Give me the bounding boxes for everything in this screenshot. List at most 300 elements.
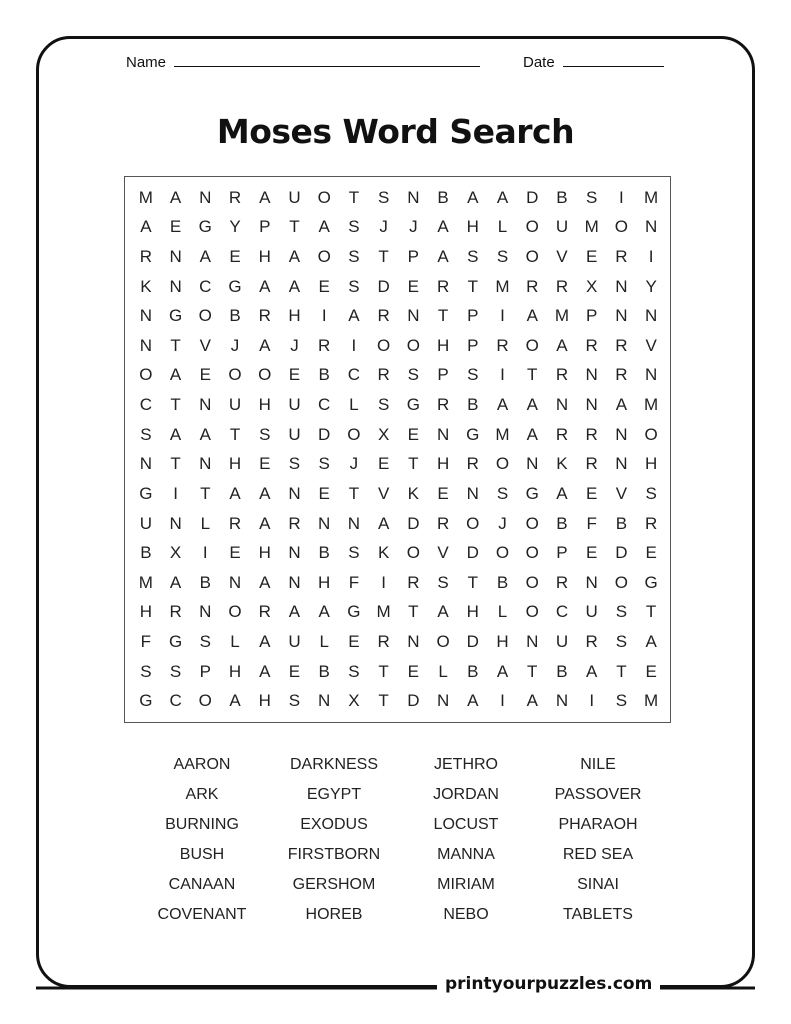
grid-letter[interactable]: B (467, 395, 479, 415)
grid-letter[interactable]: N (288, 483, 301, 503)
grid-letter[interactable]: A (348, 306, 360, 326)
grid-letter[interactable]: O (614, 217, 629, 237)
grid-letter[interactable]: N (139, 335, 152, 355)
grid-letter[interactable]: T (289, 217, 300, 237)
date-line[interactable] (563, 52, 664, 67)
grid-letter[interactable]: P (199, 661, 211, 681)
grid-letter[interactable]: R (377, 365, 390, 385)
grid-letter[interactable]: M (138, 187, 153, 207)
grid-letter[interactable]: N (169, 513, 182, 533)
grid-letter[interactable]: R (377, 306, 390, 326)
grid-letter[interactable]: N (407, 187, 420, 207)
grid-letter[interactable]: B (229, 306, 241, 326)
grid-letter[interactable]: B (556, 513, 568, 533)
grid-letter[interactable]: F (586, 513, 597, 533)
grid-letter[interactable]: H (139, 602, 152, 622)
grid-letter[interactable]: T (527, 365, 538, 385)
grid-letter[interactable]: R (318, 335, 331, 355)
grid-letter[interactable]: S (645, 483, 657, 503)
grid-letter[interactable]: X (377, 424, 390, 444)
grid-letter[interactable]: A (318, 602, 330, 622)
grid-letter[interactable]: S (348, 247, 360, 267)
grid-letter[interactable]: U (288, 424, 301, 444)
grid-letter[interactable]: S (348, 276, 360, 296)
grid-letter[interactable]: T (229, 424, 241, 444)
grid-letter[interactable]: R (585, 631, 598, 651)
grid-letter[interactable]: A (229, 691, 241, 711)
grid-letter[interactable]: Y (229, 217, 241, 237)
grid-letter[interactable]: S (586, 187, 598, 207)
grid-letter[interactable]: A (467, 187, 479, 207)
grid-letter[interactable]: A (259, 187, 271, 207)
grid-letter[interactable]: F (140, 631, 152, 651)
grid-letter[interactable]: M (584, 217, 599, 237)
grid-letter[interactable]: N (526, 454, 539, 474)
grid-letter[interactable]: N (407, 306, 420, 326)
grid-letter[interactable]: B (199, 572, 211, 592)
grid-letter[interactable]: S (467, 247, 479, 267)
grid-letter[interactable]: M (138, 572, 153, 592)
grid-letter[interactable]: J (290, 335, 299, 355)
grid-letter[interactable]: N (585, 365, 598, 385)
grid-letter[interactable]: B (615, 513, 628, 533)
grid-letter[interactable]: D (407, 513, 420, 533)
grid-letter[interactable]: V (615, 483, 628, 503)
grid-letter[interactable]: P (437, 365, 449, 385)
grid-letter[interactable]: I (500, 306, 505, 326)
grid-letter[interactable]: A (169, 424, 182, 444)
grid-letter[interactable]: T (378, 691, 389, 711)
grid-letter[interactable]: A (496, 661, 509, 681)
grid-letter[interactable]: J (498, 513, 507, 533)
grid-letter[interactable]: N (139, 454, 152, 474)
grid-letter[interactable]: O (525, 335, 539, 355)
grid-letter[interactable]: T (527, 661, 538, 681)
grid-letter[interactable]: A (377, 513, 390, 533)
grid-letter[interactable]: P (586, 306, 598, 326)
grid-letter[interactable]: E (288, 365, 301, 385)
grid-letter[interactable]: E (586, 543, 598, 563)
grid-letter[interactable]: A (259, 513, 271, 533)
grid-letter[interactable]: N (644, 306, 658, 326)
grid-letter[interactable]: O (406, 543, 420, 563)
grid-letter[interactable]: N (199, 454, 212, 474)
grid-letter[interactable]: E (377, 454, 390, 474)
grid-letter[interactable]: A (526, 424, 538, 444)
grid-letter[interactable]: S (348, 543, 360, 563)
grid-letter[interactable]: E (229, 543, 241, 563)
grid-letter[interactable]: M (554, 306, 570, 326)
grid-letter[interactable]: O (525, 513, 539, 533)
grid-letter[interactable]: S (496, 247, 509, 267)
grid-letter[interactable]: L (200, 513, 211, 533)
grid-letter[interactable]: R (436, 395, 450, 415)
grid-letter[interactable]: R (377, 631, 390, 651)
grid-letter[interactable]: H (288, 306, 301, 326)
grid-letter[interactable]: T (170, 454, 181, 474)
grid-letter[interactable]: N (644, 217, 658, 237)
grid-letter[interactable]: E (199, 365, 211, 385)
grid-letter[interactable]: P (467, 306, 479, 326)
grid-letter[interactable]: N (199, 602, 212, 622)
grid-letter[interactable]: K (140, 276, 152, 296)
grid-letter[interactable]: D (615, 543, 628, 563)
grid-letter[interactable]: N (526, 631, 539, 651)
grid-letter[interactable]: T (170, 395, 181, 415)
grid-letter[interactable]: U (585, 602, 598, 622)
grid-letter[interactable]: T (408, 602, 419, 622)
grid-letter[interactable]: D (466, 631, 479, 651)
grid-letter[interactable]: H (258, 247, 271, 267)
grid-letter[interactable]: R (585, 454, 598, 474)
grid-letter[interactable]: N (169, 247, 182, 267)
grid-letter[interactable]: G (168, 631, 183, 651)
grid-letter[interactable]: J (230, 335, 240, 355)
grid-letter[interactable]: T (348, 483, 360, 503)
grid-letter[interactable]: H (466, 217, 479, 237)
grid-letter[interactable]: O (466, 513, 480, 533)
grid-letter[interactable]: K (556, 454, 568, 474)
grid-letter[interactable]: E (407, 276, 420, 296)
grid-letter[interactable]: N (228, 572, 242, 592)
grid-letter[interactable]: A (615, 395, 628, 415)
grid-letter[interactable]: D (377, 276, 390, 296)
grid-letter[interactable]: N (407, 631, 420, 651)
grid-letter[interactable]: N (615, 306, 628, 326)
grid-letter[interactable]: S (377, 187, 390, 207)
grid-letter[interactable]: D (466, 543, 479, 563)
name-line[interactable] (174, 52, 480, 67)
grid-letter[interactable]: A (526, 306, 538, 326)
grid-letter[interactable]: H (436, 454, 450, 474)
grid-letter[interactable]: A (169, 187, 182, 207)
grid-letter[interactable]: S (348, 661, 360, 681)
grid-letter[interactable]: E (645, 661, 657, 681)
grid-letter[interactable]: I (173, 483, 178, 503)
grid-letter[interactable]: U (555, 217, 569, 237)
grid-letter[interactable]: B (318, 365, 330, 385)
grid-letter[interactable]: A (645, 631, 657, 651)
grid-letter[interactable]: O (644, 424, 658, 444)
grid-letter[interactable]: C (555, 602, 569, 622)
grid-letter[interactable]: G (644, 572, 658, 592)
grid-letter[interactable]: S (140, 661, 152, 681)
grid-letter[interactable]: E (318, 276, 330, 296)
grid-letter[interactable]: H (258, 395, 271, 415)
grid-letter[interactable]: O (406, 335, 420, 355)
grid-letter[interactable]: T (437, 306, 449, 326)
grid-letter[interactable]: E (645, 543, 657, 563)
grid-letter[interactable]: A (437, 247, 449, 267)
grid-letter[interactable]: A (556, 483, 568, 503)
grid-letter[interactable]: V (377, 483, 390, 503)
grid-letter[interactable]: R (288, 513, 301, 533)
grid-letter[interactable]: L (230, 631, 240, 651)
grid-letter[interactable]: C (139, 395, 152, 415)
grid-letter[interactable]: O (198, 691, 212, 711)
grid-letter[interactable]: R (555, 572, 569, 592)
grid-letter[interactable]: U (288, 631, 301, 651)
grid-letter[interactable]: P (407, 247, 420, 267)
grid-letter[interactable]: N (318, 691, 331, 711)
grid-letter[interactable]: C (347, 365, 361, 385)
grid-letter[interactable]: A (556, 335, 568, 355)
grid-letter[interactable]: U (139, 513, 152, 533)
grid-letter[interactable]: L (497, 217, 508, 237)
grid-letter[interactable]: R (407, 572, 420, 592)
grid-letter[interactable]: R (585, 424, 598, 444)
grid-letter[interactable]: S (318, 454, 330, 474)
grid-letter[interactable]: B (318, 543, 330, 563)
grid-letter[interactable]: R (139, 247, 152, 267)
grid-letter[interactable]: A (586, 661, 598, 681)
grid-letter[interactable]: R (436, 276, 450, 296)
grid-letter[interactable]: V (645, 335, 657, 355)
grid-letter[interactable]: B (556, 661, 568, 681)
grid-letter[interactable]: T (616, 661, 627, 681)
grid-letter[interactable]: N (555, 691, 569, 711)
grid-letter[interactable]: O (317, 187, 331, 207)
grid-letter[interactable]: A (288, 247, 301, 267)
grid-letter[interactable]: S (259, 424, 271, 444)
grid-letter[interactable]: X (586, 276, 598, 296)
grid-letter[interactable]: I (500, 691, 505, 711)
grid-letter[interactable]: E (288, 661, 301, 681)
grid-letter[interactable]: N (288, 543, 301, 563)
grid-letter[interactable]: P (259, 217, 271, 237)
grid-letter[interactable]: O (525, 602, 539, 622)
grid-letter[interactable]: I (648, 247, 654, 267)
grid-letter[interactable]: H (258, 543, 271, 563)
grid-letter[interactable]: A (140, 217, 152, 237)
grid-letter[interactable]: S (615, 602, 628, 622)
grid-letter[interactable]: T (348, 187, 360, 207)
grid-letter[interactable]: N (199, 187, 212, 207)
grid-letter[interactable]: B (318, 661, 330, 681)
grid-letter[interactable]: O (525, 247, 539, 267)
grid-letter[interactable]: T (378, 247, 389, 267)
grid-letter[interactable]: N (436, 424, 450, 444)
grid-letter[interactable]: S (377, 395, 390, 415)
grid-letter[interactable]: A (259, 661, 271, 681)
grid-letter[interactable]: M (495, 424, 510, 444)
grid-letter[interactable]: A (259, 276, 271, 296)
grid-letter[interactable]: N (585, 395, 598, 415)
grid-letter[interactable]: U (555, 631, 569, 651)
grid-letter[interactable]: A (437, 602, 449, 622)
grid-letter[interactable]: O (228, 365, 242, 385)
grid-letter[interactable]: I (381, 572, 386, 592)
grid-letter[interactable]: R (258, 306, 271, 326)
grid-letter[interactable]: T (378, 661, 389, 681)
grid-letter[interactable]: N (288, 572, 301, 592)
grid-letter[interactable]: D (318, 424, 331, 444)
grid-letter[interactable]: S (467, 365, 479, 385)
grid-letter[interactable]: I (321, 306, 327, 326)
grid-letter[interactable]: T (467, 572, 478, 592)
grid-letter[interactable]: R (258, 602, 271, 622)
grid-letter[interactable]: E (407, 661, 420, 681)
grid-letter[interactable]: R (496, 335, 509, 355)
grid-letter[interactable]: G (406, 395, 420, 415)
grid-letter[interactable]: R (615, 247, 628, 267)
grid-letter[interactable]: E (318, 483, 330, 503)
grid-letter[interactable]: U (288, 395, 301, 415)
grid-letter[interactable]: A (467, 691, 479, 711)
grid-letter[interactable]: H (466, 602, 479, 622)
footer-site-link[interactable]: printyourpuzzles.com (437, 974, 660, 994)
grid-letter[interactable]: N (139, 306, 152, 326)
grid-letter[interactable]: R (228, 187, 242, 207)
grid-letter[interactable]: N (199, 395, 212, 415)
grid-letter[interactable]: T (645, 602, 657, 622)
grid-letter[interactable]: I (500, 365, 505, 385)
grid-letter[interactable]: R (615, 365, 628, 385)
grid-letter[interactable]: O (495, 454, 510, 474)
grid-letter[interactable]: R (466, 454, 479, 474)
grid-letter[interactable]: M (644, 187, 659, 207)
grid-letter[interactable]: H (258, 691, 271, 711)
grid-letter[interactable]: O (525, 217, 539, 237)
grid-letter[interactable]: A (496, 187, 509, 207)
grid-letter[interactable]: S (407, 365, 420, 385)
grid-letter[interactable]: O (436, 631, 450, 651)
grid-letter[interactable]: N (615, 454, 628, 474)
grid-letter[interactable]: A (437, 217, 449, 237)
grid-letter[interactable]: O (495, 543, 510, 563)
grid-letter[interactable]: S (615, 691, 628, 711)
grid-letter[interactable]: R (615, 335, 628, 355)
grid-letter[interactable]: R (585, 335, 598, 355)
grid-letter[interactable]: G (139, 483, 153, 503)
grid-letter[interactable]: U (288, 187, 301, 207)
grid-letter[interactable]: A (318, 217, 330, 237)
grid-letter[interactable]: A (259, 483, 271, 503)
grid-letter[interactable]: V (199, 335, 211, 355)
grid-letter[interactable]: N (466, 483, 479, 503)
grid-letter[interactable]: T (408, 454, 419, 474)
grid-letter[interactable]: A (199, 424, 211, 444)
grid-letter[interactable]: P (556, 543, 568, 563)
grid-letter[interactable]: O (139, 365, 153, 385)
grid-letter[interactable]: N (615, 276, 628, 296)
grid-letter[interactable]: A (199, 247, 211, 267)
grid-letter[interactable]: J (379, 217, 388, 237)
grid-letter[interactable]: C (318, 395, 331, 415)
grid-letter[interactable]: M (376, 602, 391, 622)
grid-letter[interactable]: E (169, 217, 182, 237)
grid-letter[interactable]: A (496, 395, 509, 415)
grid-letter[interactable]: M (644, 395, 659, 415)
grid-letter[interactable]: E (437, 483, 449, 503)
grid-letter[interactable]: E (586, 247, 598, 267)
grid-letter[interactable]: N (347, 513, 361, 533)
grid-letter[interactable]: O (614, 572, 629, 592)
grid-letter[interactable]: Y (645, 276, 657, 296)
grid-letter[interactable]: A (288, 602, 301, 622)
grid-letter[interactable]: G (347, 602, 361, 622)
grid-letter[interactable]: O (198, 306, 212, 326)
grid-letter[interactable]: N (644, 365, 658, 385)
grid-letter[interactable]: E (229, 247, 241, 267)
grid-letter[interactable]: P (467, 335, 479, 355)
grid-letter[interactable]: K (377, 543, 390, 563)
grid-letter[interactable]: M (644, 691, 659, 711)
grid-letter[interactable]: V (437, 543, 449, 563)
grid-letter[interactable]: X (348, 691, 360, 711)
grid-letter[interactable]: U (228, 395, 242, 415)
grid-letter[interactable]: M (495, 276, 510, 296)
grid-letter[interactable]: A (259, 335, 271, 355)
grid-letter[interactable]: T (170, 335, 181, 355)
grid-letter[interactable]: N (169, 276, 182, 296)
grid-letter[interactable]: O (377, 335, 391, 355)
grid-letter[interactable]: A (526, 395, 538, 415)
grid-letter[interactable]: G (198, 217, 212, 237)
grid-letter[interactable]: A (169, 365, 182, 385)
grid-letter[interactable]: G (525, 483, 539, 503)
grid-letter[interactable]: C (169, 691, 182, 711)
grid-letter[interactable]: H (228, 661, 242, 681)
grid-letter[interactable]: V (556, 247, 568, 267)
grid-letter[interactable]: E (348, 631, 360, 651)
grid-letter[interactable]: A (526, 691, 538, 711)
grid-letter[interactable]: E (407, 424, 420, 444)
grid-letter[interactable]: D (526, 187, 539, 207)
grid-letter[interactable]: O (525, 543, 539, 563)
grid-letter[interactable]: L (319, 631, 329, 651)
grid-letter[interactable]: K (407, 483, 420, 503)
grid-letter[interactable]: R (555, 276, 569, 296)
grid-letter[interactable]: N (555, 395, 569, 415)
grid-letter[interactable]: A (259, 572, 271, 592)
grid-letter[interactable]: L (438, 661, 448, 681)
grid-letter[interactable]: I (202, 543, 208, 563)
grid-letter[interactable]: R (228, 513, 242, 533)
grid-letter[interactable]: G (466, 424, 480, 444)
grid-letter[interactable]: N (436, 691, 450, 711)
grid-letter[interactable]: N (615, 424, 628, 444)
grid-letter[interactable]: B (140, 543, 152, 563)
grid-letter[interactable]: N (318, 513, 331, 533)
grid-letter[interactable]: R (436, 513, 450, 533)
grid-letter[interactable]: G (228, 276, 242, 296)
grid-letter[interactable]: R (555, 365, 569, 385)
grid-letter[interactable]: H (228, 454, 242, 474)
grid-letter[interactable]: I (589, 691, 595, 711)
grid-letter[interactable]: C (199, 276, 212, 296)
grid-letter[interactable]: R (644, 513, 658, 533)
grid-letter[interactable]: S (615, 631, 628, 651)
grid-letter[interactable]: R (169, 602, 182, 622)
grid-letter[interactable]: X (169, 543, 182, 563)
grid-letter[interactable]: A (229, 483, 241, 503)
grid-letter[interactable]: I (351, 335, 357, 355)
grid-letter[interactable]: O (525, 572, 539, 592)
grid-letter[interactable]: B (437, 187, 449, 207)
grid-letter[interactable]: O (347, 424, 361, 444)
grid-letter[interactable]: J (409, 217, 418, 237)
grid-letter[interactable]: H (496, 631, 509, 651)
grid-letter[interactable]: N (585, 572, 598, 592)
grid-letter[interactable]: H (436, 335, 450, 355)
grid-letter[interactable]: S (437, 572, 449, 592)
grid-letter[interactable]: G (139, 691, 153, 711)
grid-letter[interactable]: R (526, 276, 539, 296)
grid-letter[interactable]: B (467, 661, 479, 681)
grid-letter[interactable]: T (200, 483, 211, 503)
grid-letter[interactable]: J (349, 454, 359, 474)
